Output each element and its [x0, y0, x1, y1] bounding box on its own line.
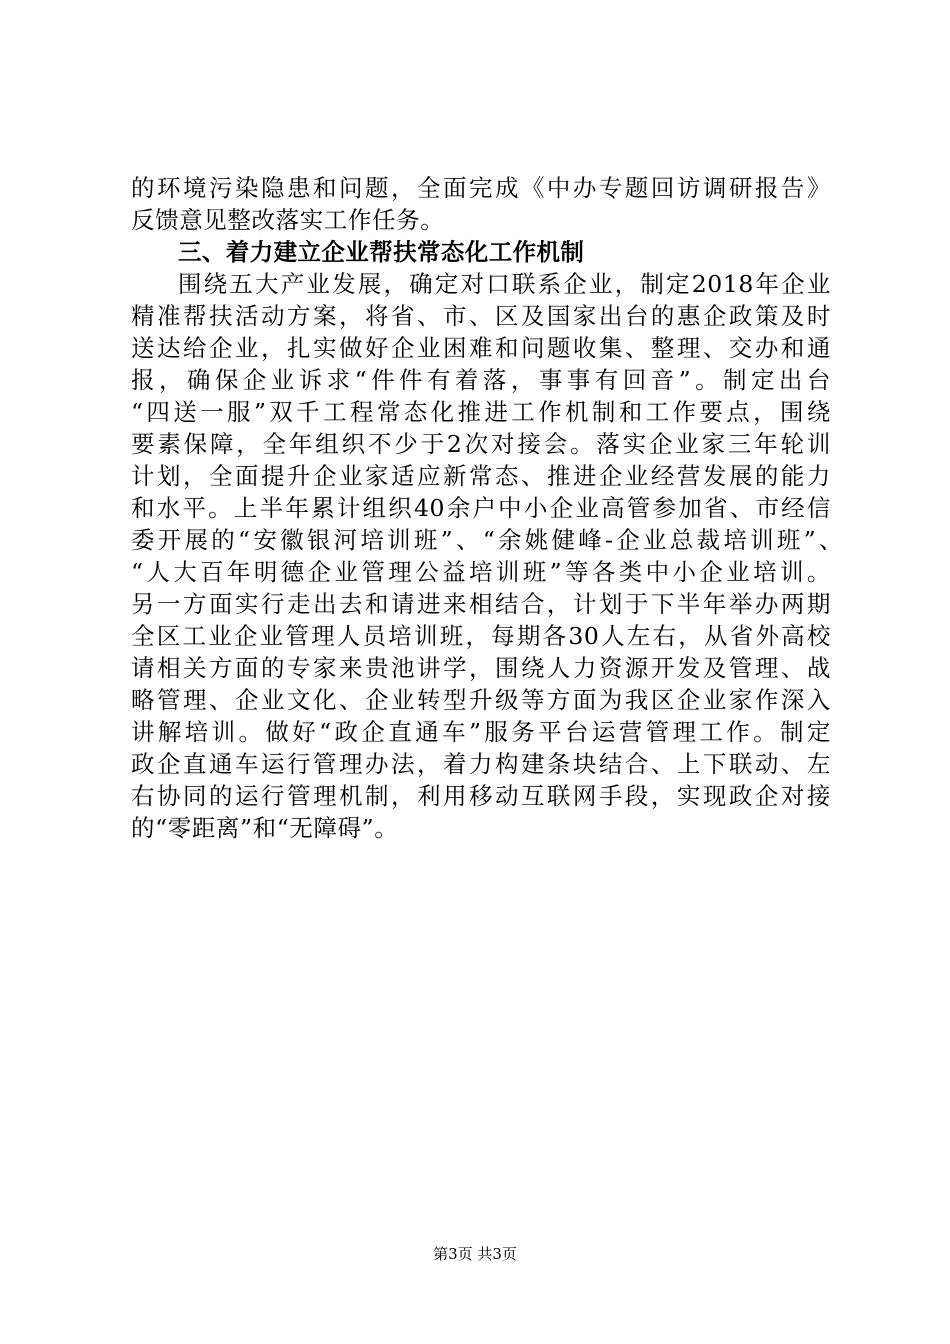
paragraph-line: “四送一服”双千工程常态化推进工作机制和工作要点，围绕: [131, 398, 831, 426]
paragraph-line: 围绕五大产业发展，确定对口联系企业，制定2018年企业: [178, 270, 831, 298]
paragraph-line: 政企直通车运行管理办法，着力构建条块结合、上下联动、左: [131, 750, 831, 778]
page-number-footer: 第3页 共3页: [433, 1245, 517, 1263]
paragraph-line: 右协同的运行管理机制，利用移动互联网手段，实现政企对接: [131, 782, 831, 810]
paragraph-line: 略管理、企业文化、企业转型升级等方面为我区企业家作深入: [131, 686, 831, 714]
section-heading: 三、着力建立企业帮扶常态化工作机制: [178, 238, 585, 266]
paragraph-line: 请相关方面的专家来贵池讲学，围绕人力资源开发及管理、战: [131, 654, 831, 682]
paragraph-line: 讲解培训。做好“政企直通车”服务平台运营管理工作。制定: [131, 718, 831, 746]
paragraph-line: 的环境污染隐患和问题，全面完成《中办专题回访调研报告》: [131, 174, 831, 202]
paragraph-line: 全区工业企业管理人员培训班，每期各30人左右，从省外高校: [131, 622, 831, 650]
paragraph-line: 报，确保企业诉求“件件有着落，事事有回音”。制定出台: [131, 366, 831, 394]
paragraph-line: 精准帮扶活动方案，将省、市、区及国家出台的惠企政策及时: [131, 302, 831, 330]
paragraph-line: 的“零距离”和“无障碍”。: [131, 814, 399, 842]
paragraph-line: 要素保障，全年组织不少于2次对接会。落实企业家三年轮训: [131, 430, 831, 458]
paragraph-line: 反馈意见整改落实工作任务。: [131, 206, 445, 234]
paragraph-line: 和水平。上半年累计组织40余户中小企业高管参加省、市经信: [131, 494, 831, 522]
paragraph-line: 另一方面实行走出去和请进来相结合，计划于下半年举办两期: [131, 590, 831, 618]
paragraph-line: “人大百年明德企业管理公益培训班”等各类中小企业培训。: [131, 558, 831, 586]
paragraph-line: 计划，全面提升企业家适应新常态、推进企业经营发展的能力: [131, 462, 831, 490]
paragraph-line: 送达给企业，扎实做好企业困难和问题收集、整理、交办和通: [131, 334, 831, 362]
paragraph-line: 委开展的“安徽银河培训班”、“余姚健峰-企业总裁培训班”、: [131, 526, 843, 554]
